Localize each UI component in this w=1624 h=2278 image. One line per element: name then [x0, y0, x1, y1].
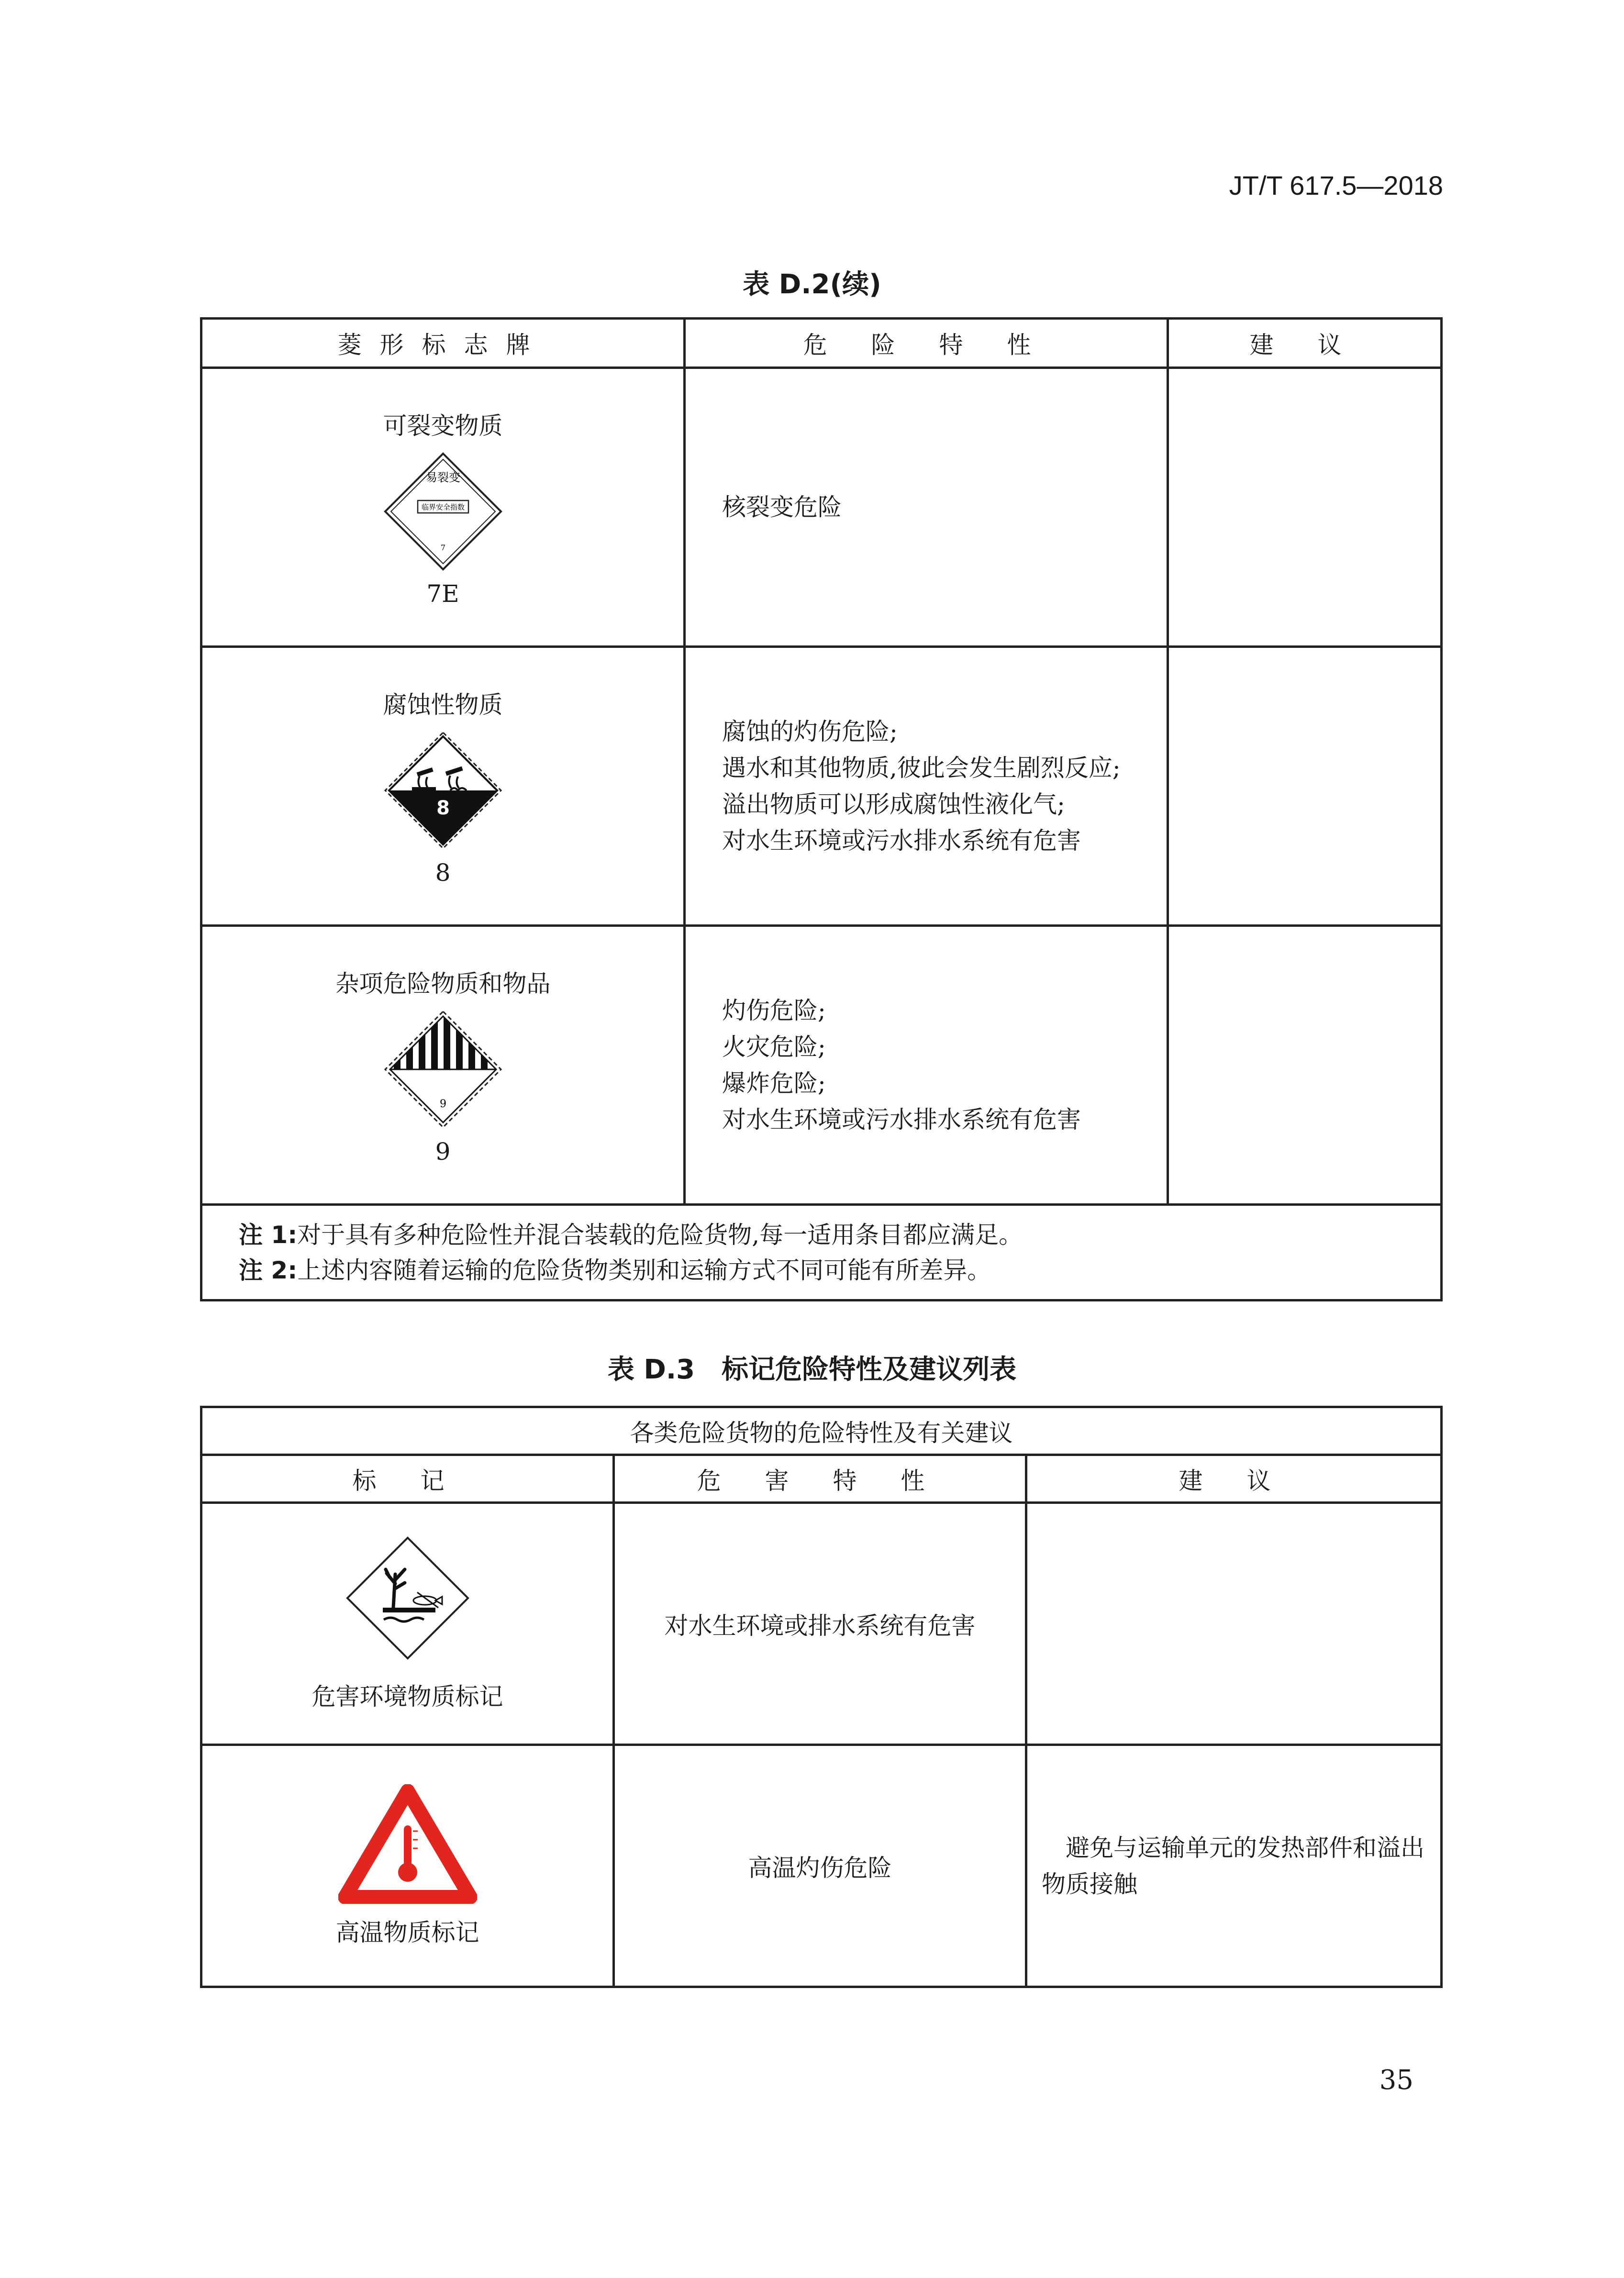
- col-header-hazard: 危 害 特 性: [614, 1455, 1026, 1503]
- high-temperature-mark-icon: [338, 1784, 477, 1904]
- sign-code: 9: [435, 1138, 451, 1166]
- mark-cell: [201, 1745, 614, 1987]
- hazard-line: 灼伤危险;: [722, 997, 826, 1024]
- corrosive-placard-icon: [383, 731, 503, 850]
- table-d2-caption: 表 D.2(续): [743, 269, 881, 300]
- advice-cell: [1168, 368, 1442, 647]
- hazard-line: 对水生环境或污水排水系统有危害: [722, 1106, 1081, 1133]
- col-header-advice: 建 议: [1168, 319, 1442, 368]
- hazard-line: 遇水和其他物质,彼此会发生剧烈反应;: [722, 754, 1121, 782]
- advice-cell: [1026, 1503, 1442, 1745]
- hazard-line: 爆炸危险;: [722, 1069, 826, 1097]
- misc-placard-class: 9: [439, 1098, 446, 1110]
- sign-code: 7E: [426, 580, 459, 608]
- hazard-cell: [685, 647, 1168, 926]
- table-d2: [200, 317, 1443, 1301]
- col-header-advice: 建 议: [1026, 1455, 1442, 1503]
- fissile-placard-class: 7: [440, 543, 445, 552]
- advice-cell: [1026, 1745, 1442, 1987]
- hazard-cell: 高温灼伤危险: [614, 1745, 1026, 1987]
- advice-cell: [1168, 647, 1442, 926]
- hazard-cell: [685, 368, 1168, 647]
- fissile-placard-title: 易裂变: [425, 471, 460, 484]
- sign-cell: [201, 926, 685, 1205]
- table-row: [201, 647, 1442, 926]
- hazard-cell: [685, 926, 1168, 1205]
- hazard-line: 核裂变危险: [722, 493, 842, 521]
- misc-dangerous-goods-placard-icon: [383, 1010, 503, 1129]
- environmental-hazard-mark-icon: [345, 1536, 470, 1660]
- advice-text: 避免与运输单元的发热部件和溢出物质接触: [1042, 1834, 1424, 1898]
- table-row: [201, 1503, 1442, 1745]
- note-2: [239, 1253, 1440, 1288]
- table-notes: [201, 1205, 1442, 1300]
- corrosive-placard-class: 8: [436, 797, 450, 819]
- standard-number: JT/T 617.5—2018: [1229, 170, 1443, 200]
- hazard-cell: 对水生环境或排水系统有危害: [614, 1503, 1026, 1745]
- note-text: 上述内容随着运输的危险货物类别和运输方式不同可能有所差异。: [297, 1256, 991, 1284]
- sign-code: 8: [435, 859, 451, 887]
- col-header-hazard: 危 险 特 性: [685, 319, 1168, 368]
- sign-name: 杂项危险物质和物品: [335, 970, 551, 998]
- fissile-placard-csi-label: 临界安全指数: [421, 503, 465, 511]
- note-1: [239, 1217, 1440, 1253]
- page-number: 35: [1379, 2065, 1413, 2096]
- table-row: [201, 926, 1442, 1205]
- table-row: [201, 1745, 1442, 1987]
- hazard-line: 溢出物质可以形成腐蚀性液化气;: [722, 790, 1065, 818]
- note-label: 注 2:: [239, 1256, 298, 1284]
- table-d3-caption: 表 D.3 标记危险特性及建议列表: [607, 1354, 1017, 1385]
- table-d3: [200, 1406, 1443, 1988]
- group-header: 各类危险货物的危险特性及有关建议: [201, 1407, 1442, 1455]
- sign-cell: [201, 647, 685, 926]
- note-text: 对于具有多种危险性并混合装载的危险货物,每一适用条目都应满足。: [297, 1221, 1023, 1249]
- mark-cell: [201, 1503, 614, 1745]
- advice-cell: [1168, 926, 1442, 1205]
- sign-name: 腐蚀性物质: [383, 691, 503, 719]
- mark-name: 危害环境物质标记: [311, 1682, 503, 1711]
- hazard-line: 火灾危险;: [722, 1033, 826, 1061]
- note-label: 注 1:: [239, 1221, 298, 1249]
- col-header-sign: 菱形标志牌: [201, 319, 685, 368]
- sign-name: 可裂变物质: [383, 412, 503, 440]
- hazard-line: 腐蚀的灼伤危险;: [722, 718, 898, 745]
- col-header-mark: 标 记: [201, 1455, 614, 1503]
- hazard-line: 对水生环境或污水排水系统有危害: [722, 827, 1081, 855]
- sign-cell: [201, 368, 685, 647]
- table-row: [201, 368, 1442, 647]
- mark-name: 高温物质标记: [335, 1918, 479, 1946]
- fissile-placard-icon: [383, 452, 503, 571]
